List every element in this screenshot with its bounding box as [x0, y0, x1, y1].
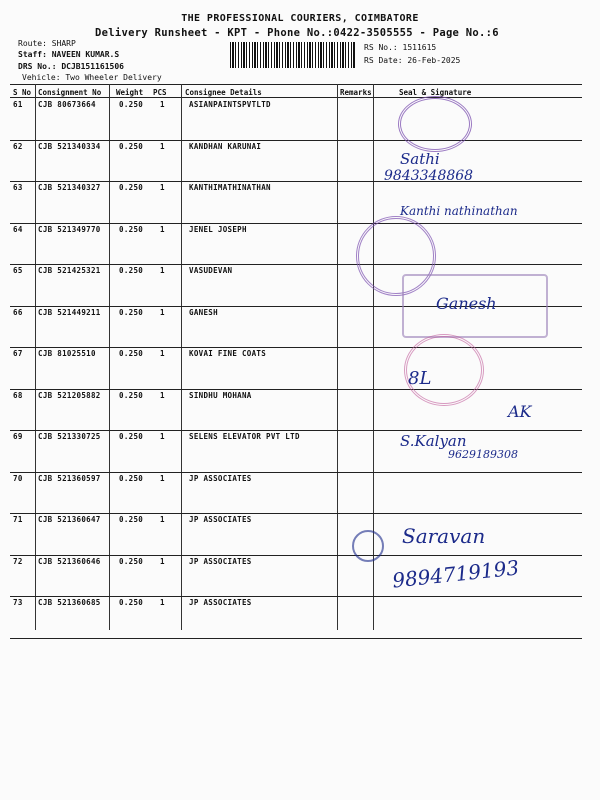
route-label: Route: SHARP: [18, 39, 76, 48]
row-pcs: 1: [160, 432, 165, 441]
row-consignee: VASUDEVAN: [189, 266, 233, 275]
row-pcs: 1: [160, 598, 165, 607]
row-divider: [10, 472, 582, 473]
row-pcs: 1: [160, 100, 165, 109]
row-pcs: 1: [160, 266, 165, 275]
col-header-weight: Weight: [116, 88, 144, 97]
row-weight: 0.250: [119, 390, 144, 400]
seal-stamp: [398, 96, 472, 152]
row-weight: 0.250: [119, 224, 144, 234]
vehicle-label: Vehicle: Two Wheeler Delivery: [22, 73, 162, 82]
row-consignment-no: CJB 521340327: [38, 183, 101, 192]
staff-label: Staff: NAVEEN KUMAR.S: [18, 50, 120, 59]
row-consignment-no: CJB 521425321: [38, 266, 101, 275]
row-weight: 0.250: [119, 100, 144, 109]
row-consignee: KOVAI FINE COATS: [189, 349, 267, 358]
row-weight: 0.250: [119, 432, 144, 441]
row-divider: [10, 223, 582, 224]
handwritten-phone: 9629189308: [448, 448, 518, 461]
handwritten-signature: AK: [508, 402, 532, 421]
handwritten-signature: Sathi: [400, 150, 440, 168]
seal-stamp: [352, 530, 384, 562]
row-consignment-no: CJB 521349770: [38, 224, 101, 234]
handwritten-signature: Ganesh: [436, 294, 497, 313]
row-sno: 65: [13, 266, 23, 275]
column-divider: [337, 84, 338, 630]
row-pcs: 1: [160, 473, 165, 483]
row-consignee: KANTHIMATHINATHAN: [189, 183, 271, 192]
row-divider: [10, 596, 582, 597]
row-divider: [10, 181, 582, 182]
row-sno: 63: [13, 183, 23, 192]
row-divider: [10, 638, 582, 639]
col-header-remarks: Remarks: [340, 88, 372, 97]
row-pcs: 1: [160, 390, 165, 400]
row-divider: [10, 430, 582, 431]
runsheet-subtitle: Delivery Runsheet - KPT - Phone No.:0422-3505555 - Page No.:6: [95, 27, 499, 39]
row-sno: 69: [13, 432, 23, 441]
barcode-image: [230, 42, 355, 68]
handwritten-signature: 8L: [408, 368, 432, 389]
row-sno: 72: [13, 556, 23, 566]
row-divider: [10, 555, 582, 556]
row-sno: 64: [13, 224, 23, 234]
row-consignee: JP ASSOCIATES: [189, 473, 252, 483]
handwritten-phone: 9843348868: [384, 168, 474, 184]
row-consignee: JP ASSOCIATES: [189, 598, 252, 607]
row-weight: 0.250: [119, 349, 144, 358]
row-consignment-no: CJB 521449211: [38, 307, 101, 317]
col-header-consignee: Consignee Details: [185, 88, 262, 97]
column-divider: [109, 84, 110, 630]
row-weight: 0.250: [119, 307, 144, 317]
row-weight: 0.250: [119, 141, 144, 151]
drs-number: DRS No.: DCJB151161506: [18, 62, 124, 71]
row-pcs: 1: [160, 224, 165, 234]
handwritten-signature: S.Kalyan: [400, 432, 467, 450]
row-sno: 62: [13, 141, 23, 151]
column-divider: [181, 84, 182, 630]
row-sno: 67: [13, 349, 23, 358]
row-divider: [10, 140, 582, 141]
row-divider: [10, 347, 582, 348]
row-consignee: SINDHU MOHANA: [189, 390, 252, 400]
row-divider: [10, 264, 582, 265]
row-pcs: 1: [160, 556, 165, 566]
row-pcs: 1: [160, 307, 165, 317]
handwritten-signature: Saravan: [402, 524, 486, 548]
row-pcs: 1: [160, 183, 165, 192]
table-top-border: [10, 84, 582, 85]
row-consignment-no: CJB 80673664: [38, 100, 96, 109]
row-weight: 0.250: [119, 598, 144, 607]
row-sno: 68: [13, 390, 23, 400]
row-sno: 70: [13, 473, 23, 483]
row-consignee: JP ASSOCIATES: [189, 556, 252, 566]
row-consignee: ASIANPAINTSPVTLTD: [189, 100, 271, 109]
row-consignee: JP ASSOCIATES: [189, 515, 252, 524]
row-weight: 0.250: [119, 556, 144, 566]
row-consignment-no: CJB 81025510: [38, 349, 96, 358]
row-consignment-no: CJB 521330725: [38, 432, 101, 441]
row-consignee: JENEL JOSEPH: [189, 224, 247, 234]
row-pcs: 1: [160, 349, 165, 358]
row-consignee: SELENS ELEVATOR PVT LTD: [189, 432, 300, 441]
row-sno: 61: [13, 100, 23, 109]
row-consignee: GANESH: [189, 307, 218, 317]
rs-date: RS Date: 26-Feb-2025: [364, 56, 461, 65]
row-consignee: KANDHAN KARUNAI: [189, 141, 262, 151]
row-consignment-no: CJB 521205882: [38, 390, 101, 400]
row-weight: 0.250: [119, 515, 144, 524]
row-pcs: 1: [160, 141, 165, 151]
col-header-seal-signature: Seal & Signature: [399, 88, 472, 97]
row-sno: 73: [13, 598, 23, 607]
header-bottom-border: [10, 97, 582, 98]
handwritten-phone: 9894719193: [391, 555, 521, 593]
row-weight: 0.250: [119, 183, 144, 192]
row-consignment-no: CJB 521360597: [38, 473, 101, 483]
row-consignment-no: CJB 521340334: [38, 141, 101, 151]
column-divider: [35, 84, 36, 630]
row-consignment-no: CJB 521360646: [38, 556, 101, 566]
row-divider: [10, 389, 582, 390]
row-sno: 66: [13, 307, 23, 317]
row-consignment-no: CJB 521360685: [38, 598, 101, 607]
rs-number: RS No.: 1511615: [364, 43, 437, 52]
row-consignment-no: CJB 521360647: [38, 515, 101, 524]
row-pcs: 1: [160, 515, 165, 524]
col-header-consignment: Consignment No: [38, 88, 102, 97]
row-weight: 0.250: [119, 266, 144, 275]
row-divider: [10, 513, 582, 514]
document-title: THE PROFESSIONAL COURIERS, COIMBATORE: [181, 13, 419, 24]
handwritten-signature: Kanthi nathinathan: [400, 204, 518, 218]
col-header-pcs: PCS: [153, 88, 167, 97]
row-sno: 71: [13, 515, 23, 524]
row-weight: 0.250: [119, 473, 144, 483]
col-header-sno: S No: [13, 88, 32, 97]
